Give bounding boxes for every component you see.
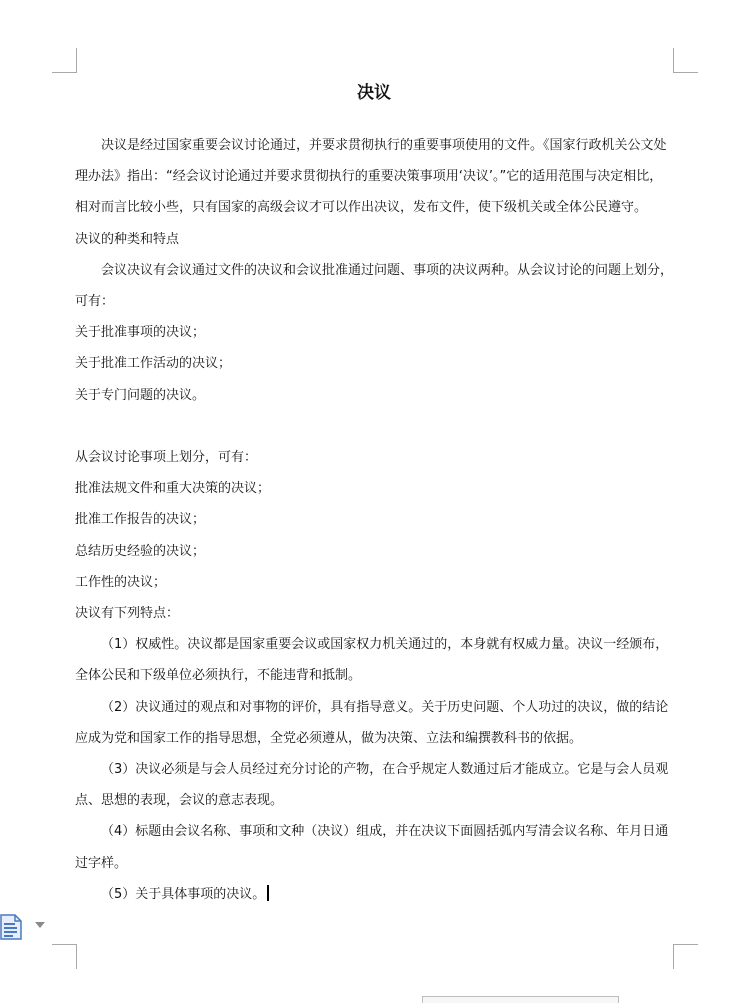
margin-mark-top-left <box>52 48 77 73</box>
margin-mark-top-right <box>673 48 698 73</box>
side-tool[interactable] <box>0 912 46 942</box>
feature-item: （1）权威性。决议都是国家重要会议或国家权力机关通过的，本身就有权威力量。决议一经颁布，全体公民和下级单位必须执行，不能违背和抵制。 <box>75 637 669 684</box>
document-title: 决议 <box>357 83 391 103</box>
feature-item: （3）决议必须是与会人员经过充分讨论的产物，在合乎规定人数通过后才能成立。它是与会人员观点、思想的表现，会议的意志表现。 <box>75 762 669 809</box>
paragraph-subdivision: 从会议讨论事项上划分，可有： <box>75 450 258 466</box>
paragraph-intro: 决议是经过国家重要会议讨论通过，并要求贯彻执行的重要事项使用的文件。《国家行政机关公文处理办法》指出：“经会议讨论通过并要求贯彻执行的重要决策事项用‘决议’。”它的适用范围与决定相比，相对而言比较小些，只有国家的高级会议才可以作出决议，发布文件，使下级机关或全体公民遵守。 <box>75 138 667 216</box>
feature-item: （4）标题由会议名称、事项和文种（决议）组成，并在决议下面圆括弧内写清会议名称、年月日通过字样。 <box>75 824 669 871</box>
feature-item: （2）决议通过的观点和对事物的评价，具有指导意义。关于历史问题、个人功过的决议，做的结论应成为党和国家工作的指导思想，全党必须遵从，做为决策、立法和编撰教科书的依据。 <box>75 699 669 746</box>
feature-item-last <box>75 879 673 910</box>
document-list-icon[interactable] <box>0 914 22 940</box>
margin-mark-bottom-right <box>673 944 698 969</box>
paragraph-features-intro: 决议有下列特点： <box>75 606 180 622</box>
margin-mark-bottom-left <box>52 944 77 969</box>
document-body[interactable] <box>75 76 673 910</box>
section-heading: 决议的种类和特点 <box>75 231 180 247</box>
list-item: 关于专门问题的决议。 <box>75 387 206 403</box>
list-item: 关于批准工作活动的决议； <box>75 356 232 372</box>
list-item: 批准法规文件和重大决策的决议； <box>75 481 271 497</box>
list-item: 总结历史经验的决议； <box>75 543 206 559</box>
caret-down-icon[interactable] <box>35 922 45 929</box>
list-item: 工作性的决议； <box>75 574 167 590</box>
blank-line <box>75 411 673 442</box>
list-item: 关于批准事项的决议； <box>75 325 206 341</box>
list-item: 批准工作报告的决议； <box>75 512 206 528</box>
feature-item-text: （5）关于具体事项的决议。 <box>101 886 266 902</box>
paragraph-types: 会议决议有会议通过文件的决议和会议批准通过问题、事项的决议两种。从会议讨论的问题上划分，可有： <box>75 262 674 310</box>
text-cursor <box>267 885 269 901</box>
